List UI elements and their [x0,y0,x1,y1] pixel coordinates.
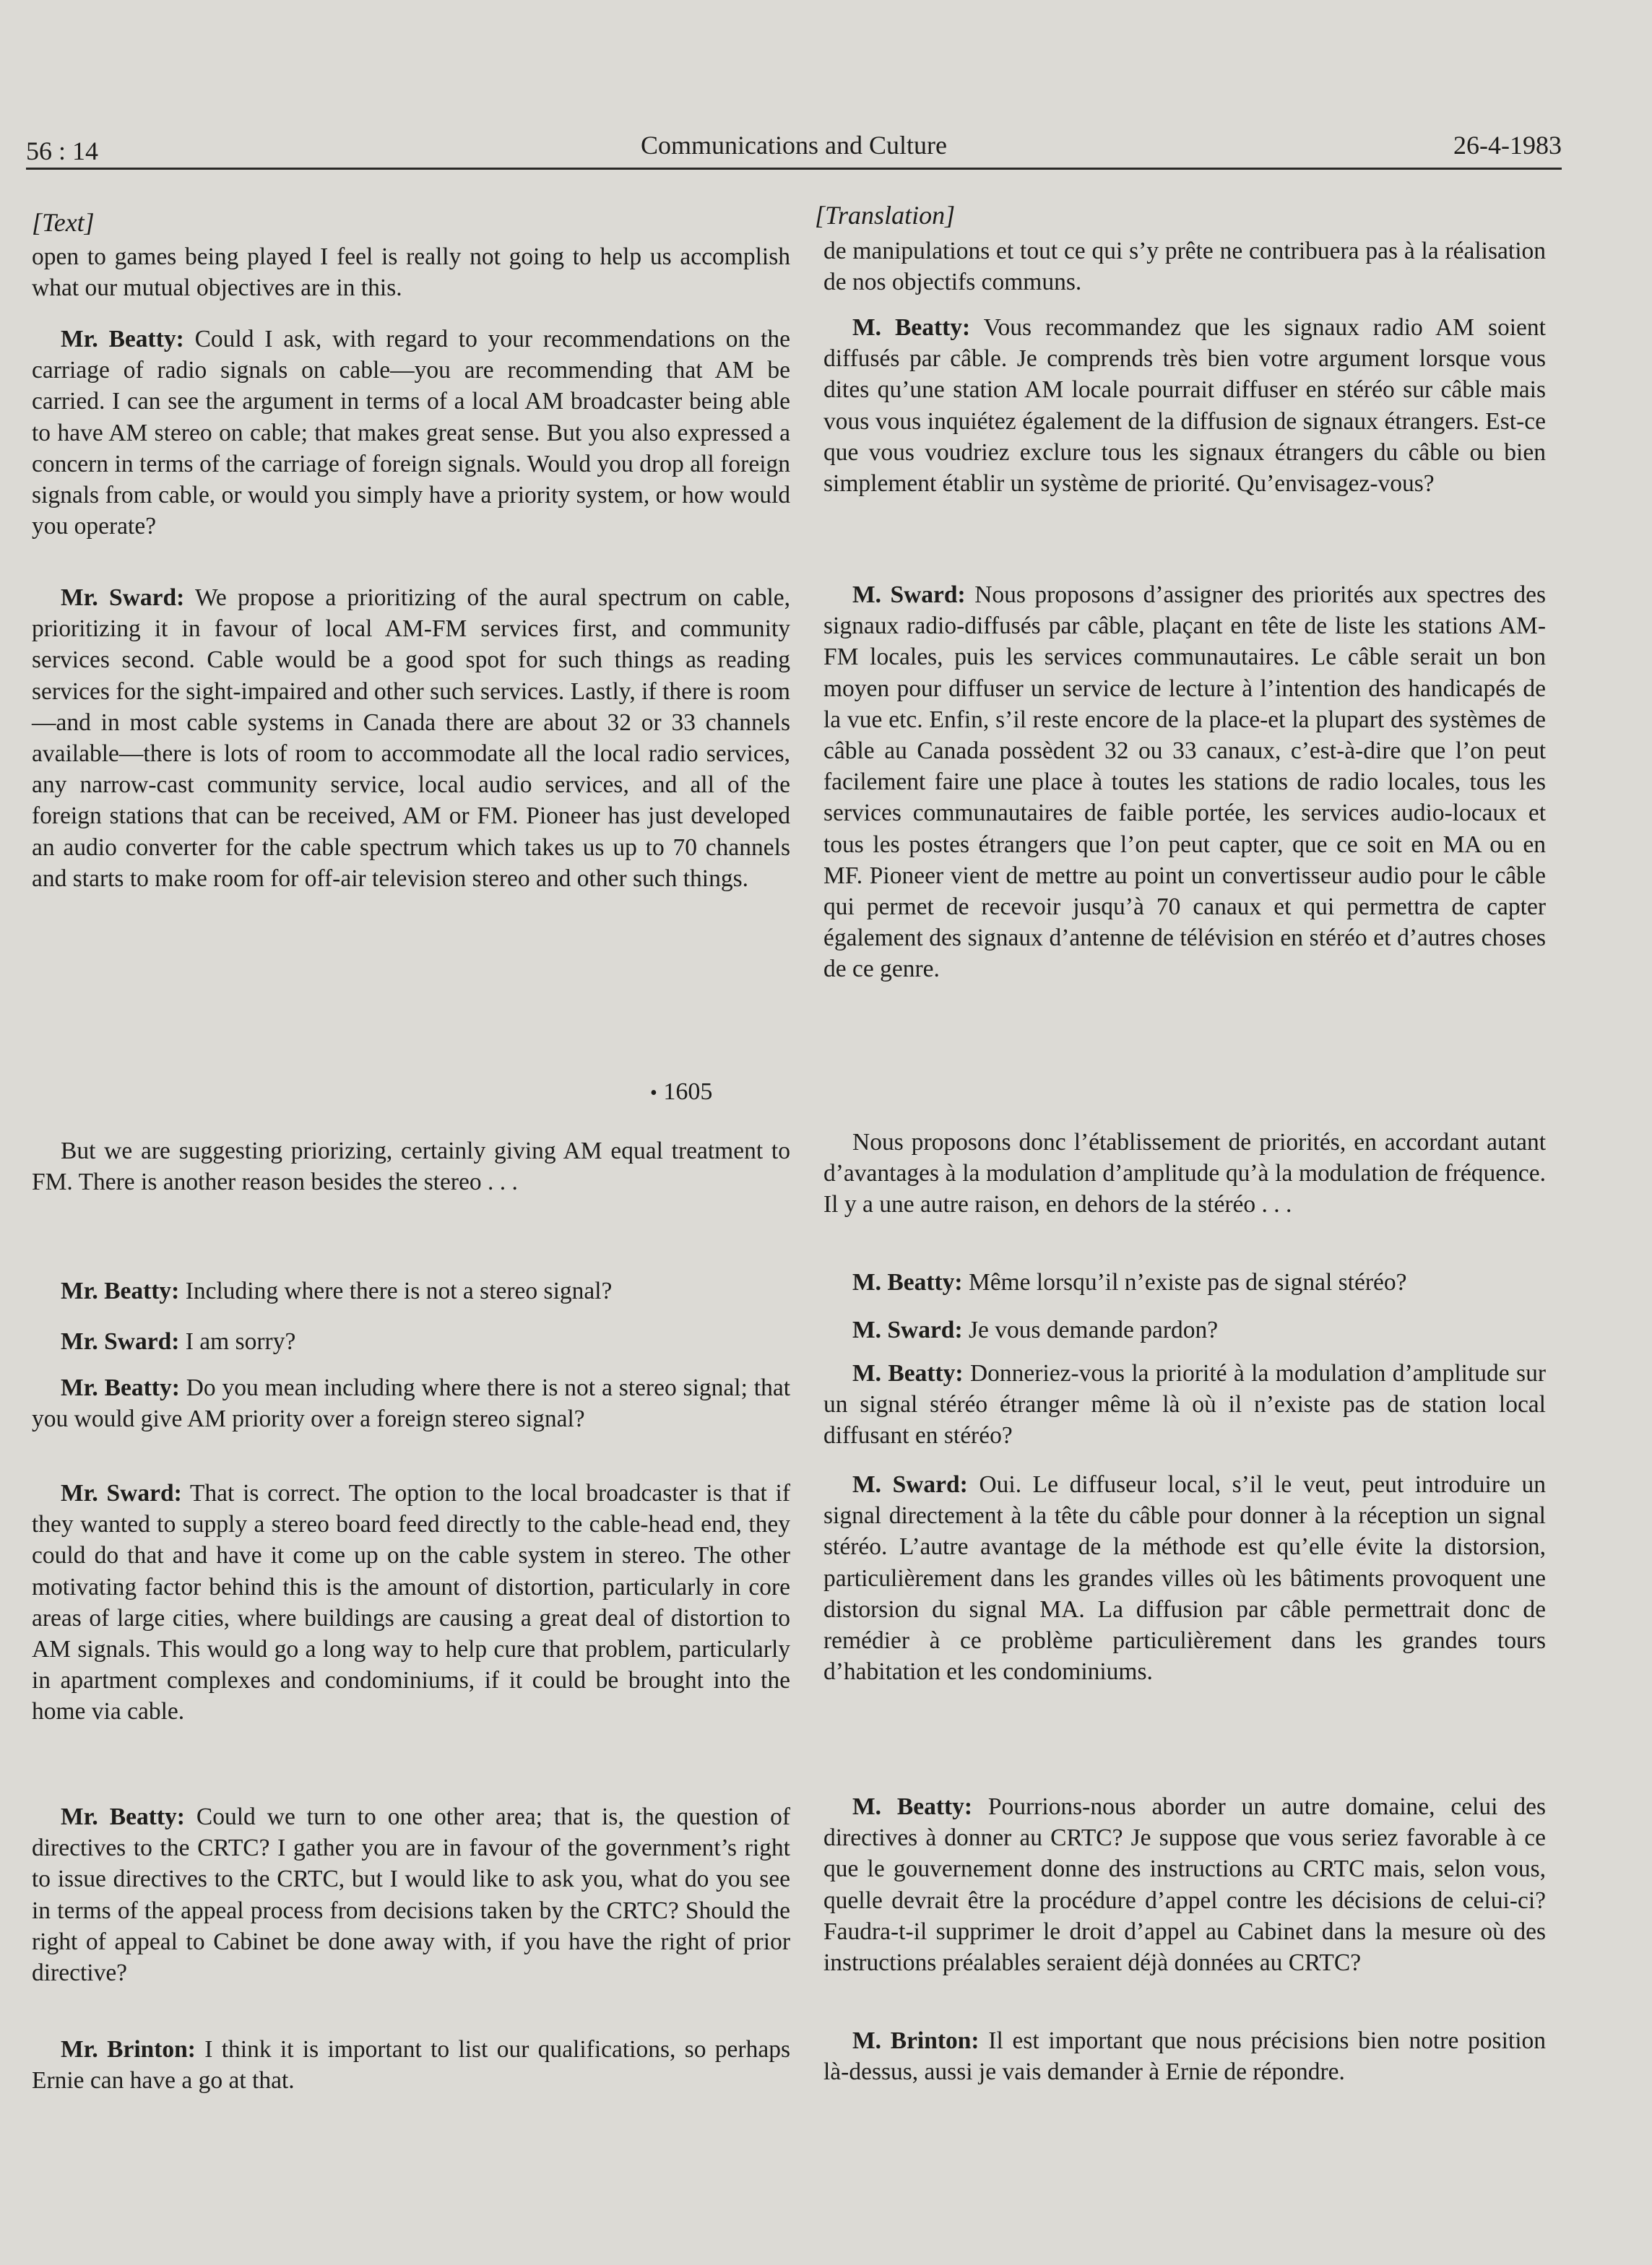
speaker: Mr. Beatty: [61,1374,180,1401]
english-paragraph-5: Mr. Sward: I am sorry? [61,1328,296,1355]
speaker: Mr. Sward: [61,1480,182,1507]
french-paragraph-5: M. Sward: Je vous demande pardon? [852,1317,1219,1343]
french-paragraph-3: Nous proposons donc l’établissement de priorités, en accordant autant d’avantages à la modulation d’amplitude qu’à la modulation de fréquence. Il y a une autre raison, en dehors de la stéréo . . . [823,1129,1546,1218]
english-paragraph-8: Mr. Beatty: Could we turn to one other area; that is, the question of directives to the CRTC? I gather you are in favour of the government’s right to issue directives to the CRTC, but I would like to ask you, what do you see in terms of the appeal process from decisions taken by the CRTC? Should the right of appeal to Cabinet be done away with, if you have the right of prior directive? [32,1803,791,1987]
page-number: 56 : 14 [26,137,99,165]
english-continuation: open to games being played I feel is really not going to help us accomplish what our mutual objectives are in this. [32,243,790,302]
french-continuation: de manipulations et tout ce qui s’y prête ne contribuera pas à la réalisation de nos objectifs communs. [823,238,1546,296]
speaker: Mr. Sward: [61,1328,180,1355]
speaker: Mr. Beatty: [61,326,184,352]
speaker: M. Beatty: [852,1269,963,1296]
french-paragraph-9: M. Brinton: Il est important que nous précisions bien notre position là-dessus, aussi je vais demander à Ernie de répondre. [823,2027,1547,2086]
speaker: M. Beatty: [852,1793,973,1820]
french-paragraph-2: M. Sward: Nous proposons d’assigner des priorités aux spectres des signaux radio-diffusés par câble, plaçant en tête de liste les stations AM-FM locales, puis les services communautaires. Le câble serait un bon moyen pour diffuser un service de lecture à l’intention des handicapés de la vue etc. Enfin, s’il reste encore de la place-et la plupart des systèmes de câble au Canada possèdent 32 ou 33 canaux, c’est-à-dire que l’on peut facilement faire une place à toutes les stations de radio locales, tous les services communautaires de faible portée, les services audio-locaux et tous les postes étrangers que l’on peut capter, que ce soit en MA ou en MF. Pioneer vient de mettre au point un convertisseur audio pour le câble qui permet de recevoir jusqu’à 70 canaux et qui permettra de capter également des signaux d’antenne de télévision en stéréo et d’autres choses de ce genre. [823,581,1546,983]
french-paragraph-6: M. Beatty: Donneriez-vous la priorité à la modulation d’amplitude sur un signal stéréo étranger même là où il n’existe pas de station local diffusant en stéréo? [823,1360,1546,1450]
french-paragraph-7: M. Sward: Oui. Le diffuseur local, s’il le veut, peut introduire un signal directement à la tête du câble pour donner à la réception un signal stéréo. L’autre avantage de la méthode est qu’elle évite la distorsion, particulièrement dans les grandes villes où les bâtiments provoquent une distorsion du signal MA. La diffusion par câble permettrait donc de remédier à ce problème particulièrement dans les grandes tours d’habitation et les condominiums. [823,1471,1546,1686]
english-paragraph-2: Mr. Sward: We propose a prioritizing of the aural spectrum on cable, prioritizing it in favour of local AM-FM services first, and community services second. Cable would be a good spot for such things as reading services for the sight-impaired and other such services. Lastly, if there is room—and in most cable systems in Canada there are about 32 or 33 channels available—there is lots of room to accommodate all the local radio services, any narrow-cast community service, local audio services, and all of the foreign stations that can be received, AM or FM. Pioneer has just developed an audio converter for the cable spectrum which takes us up to 70 channels and starts to make room for off-air television stereo and other such things. [32,584,790,892]
speaker: M. Beatty: [852,314,971,341]
speaker: Mr. Beatty: [61,1803,185,1830]
text-label: [Text] [32,208,95,237]
speaker: Mr. Beatty: [61,1278,180,1304]
time-marker: • 1605 [650,1078,713,1105]
french-paragraph-1: M. Beatty: Vous recommandez que les signaux radio AM soient diffusés par câble. Je comprends très bien votre argument lorsque vous dites qu’une station AM locale pourrait diffuser en stéréo sur câble mais vous vous inquiétez également de la diffusion de signaux étrangers. Est-ce que vous voudriez exclure tous les signaux étrangers du câble ou bien simplement établir un système de priorité. Qu’envisagez-vous? [823,314,1546,498]
speaker: M. Sward: [852,1317,963,1343]
english-paragraph-3: But we are suggesting priorizing, certainly giving AM equal treatment to FM. There is another reason besides the stereo . . . [32,1138,790,1196]
speaker: Mr. Brinton: [61,2036,196,2063]
french-paragraph-8: M. Beatty: Pourrions-nous aborder un autre domaine, celui des directives à donner au CRTC? Je suppose que vous seriez favorable à ce que le gouvernement donne des instructions au CRTC mais, selon vous, quelle devrait être la procédure d’appel contre les décisions de celui-ci? Faudra-t-il supprimer le droit d’appel au Cabinet dans la mesure où des instructions préalables seraient déjà données au CRTC? [823,1793,1546,1977]
translation-label: [Translation] [815,201,956,230]
speaker: M. Brinton: [852,2027,979,2054]
english-paragraph-7: Mr. Sward: That is correct. The option to the local broadcaster is that if they wanted to supply a stereo board feed directly to the cable-head end, they could do that and have it come up on the cable system in stereo. The other motivating factor behind this is the amount of distortion, particularly in core areas of large cities, where buildings are causing a great deal of distortion to AM signals. This would go a long way to help cure that problem, particularly in apartment complexes and condominiums, if it could be brought into the home via cable. [32,1480,790,1725]
publication-title: Communications and Culture [641,131,947,160]
english-paragraph-6: Mr. Beatty: Do you mean including where there is not a stereo signal; that you would give AM priority over a foreign stereo signal? [32,1374,791,1433]
english-paragraph-9: Mr. Brinton: I think it is important to list our qualifications, so perhaps Ernie can have a go at that. [32,2036,790,2095]
english-paragraph-1: Mr. Beatty: Could I ask, with regard to your recommendations on the carriage of radio signals on cable—you are recommending that AM be carried. I can see the argument in terms of a local AM broadcaster being able to have AM stereo on cable; that makes great sense. But you also expressed a concern in terms of the carriage of foreign signals. Would you drop all foreign signals from cable, or would you simply have a priority system, or how would you operate? [32,326,791,540]
speaker: M. Sward: [852,581,966,608]
speaker: Mr. Sward: [61,584,185,611]
french-paragraph-4: M. Beatty: Même lorsqu’il n’existe pas de signal stéréo? [852,1269,1407,1296]
page-header [26,123,1562,170]
english-paragraph-4: Mr. Beatty: Including where there is not a stereo signal? [61,1278,613,1304]
issue-date: 26-4-1983 [1453,131,1562,160]
speaker: M. Beatty: [852,1360,964,1387]
speaker: M. Sward: [852,1471,968,1498]
